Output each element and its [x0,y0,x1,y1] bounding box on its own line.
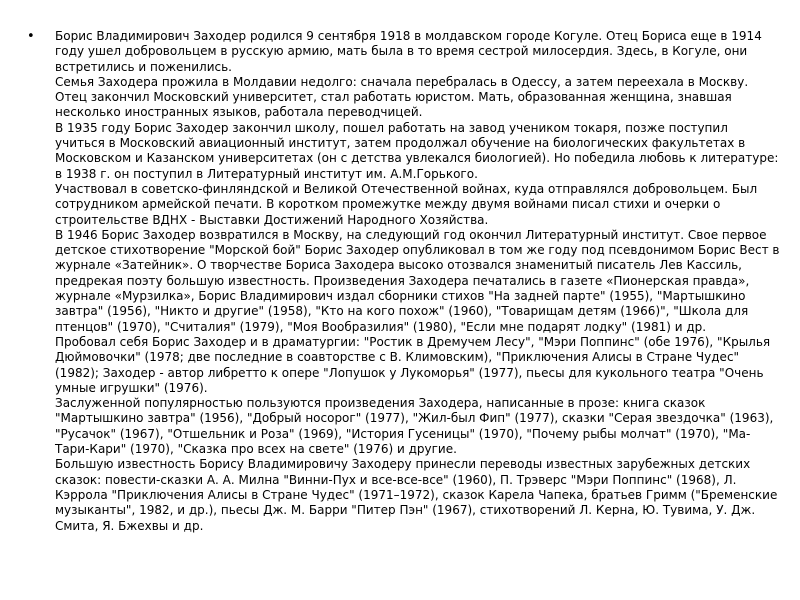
bullet-point: • [27,29,35,44]
paragraph-family: Семья Заходера прожила в Молдавии недолго: сначала перебралась в Одессу, а затем переехала в Москву. Отец закончил Московский университет, стал работать юристом. Мать, образованная женщина, знавшая несколько иностранных языков, работала переводчицей. [55,74,749,120]
paragraph-drama: Пробовал себя Борис Заходер и в драматургии: "Ростик в Дремучем Лесу", "Мэри Поппинс" (обе 1976), "Крылья Дюймовочки" (1978; две последние в соавторстве с В. Климовским), "Приключения Алисы в Стране Чудес" (1982); Заходер - автор либретто к опере "Лопушок у Лукоморья" (1977), пьесы для кукольного театра "Очень умные игрушки" (1976). [55,334,771,395]
paragraph-war: Участвовал в советско-финляндской и Великой Отечественной войнах, куда отправлялся добровольцем. Был сотрудником армейской печати. В коротком промежутке между двумя войнами писал стихи и очерки о строительстве ВДНХ - Выставки Достижений Народного Хозяйства. [55,181,758,227]
biography-text [55,29,780,534]
paragraph-birth: Борис Владимирович Заходер родился 9 сентября 1918 в молдавском городе Когуле. Отец Бориса еще в 1914 году ушел добровольцем в русскую армию, мать была в то время сестрой милосердия. Здесь, в Когуле, они встретились и поженились. [55,29,762,74]
paragraph-education: В 1935 году Борис Заходер закончил школу, пошел работать на завод учеником токаря, позже поступил учиться в Московский авиационный институт, затем продолжал обучение на биологических факультетах в Московском и Казанском университетах (он с детства увлекался биологией). Но победила любовь к литературе: в 1938 г. он поступил в Литературный институт им. А.М.Горького. [55,120,779,181]
paragraph-translations: Большую известность Борису Владимировичу Заходеру принесли переводы известных зарубежных детских сказок: повести-сказки А. А. Милна "Винни-Пух и все-все-все" (1960), П. Трэверс "Мэри Поппинс" (1968), Л. Кэррола "Приключения Алисы в Стране Чудес" (1971–1972), сказок Карела Чапека, братьев Гримм ("Бременские музыканты", 1982, и др.), пьесы Дж. М. Барри "Питер Пэн" (1967), стихотворений Л. Керна, Ю. Тувима, У. Дж. Смита, Я. Бжехвы и др. [55,457,778,533]
paragraph-prose: Заслуженной популярностью пользуются произведения Заходера, написанные в прозе: книга сказок "Мартышкино завтра" (1956), "Добрый носорог" (1977), "Жил-был Фип" (1977), сказки "Серая звездочка" (1963), "Русачок" (1967), "Отшельник и Роза" (1969), "История Гусеницы" (1970), "Почему рыбы молчат" (1970), "Ма-Тари-Кари" (1970), "Сказка про всех на свете" (1976) и другие. [55,396,774,457]
paragraph-literary-career: В 1946 Борис Заходер возвратился в Москву, на следующий год окончил Литературный институт. Свое первое детское стихотворение "Морской бой" Борис Заходер опубликовал в том же году под псевдонимом Борис Вест в журнале «Затейник». О творчестве Бориса Заходера высоко отозвался знаменитый писатель Лев Кассиль, предрекая поэту большую известность. Произведения Заходера печатались в газете «Пионерская правда», журнале «Мурзилка», Борис Владимирович издал сборники стихов "На задней парте" (1955), "Мартышкино завтра" (1956), "Никто и другие" (1958), "Кто на кого похож" (1960), "Товарищам детям (1966)", "Школа для птенцов" (1970), "Считалия" (1979), "Моя Вообразилия" (1980), "Если мне подарят лодку" (1981) и др. [55,227,780,334]
